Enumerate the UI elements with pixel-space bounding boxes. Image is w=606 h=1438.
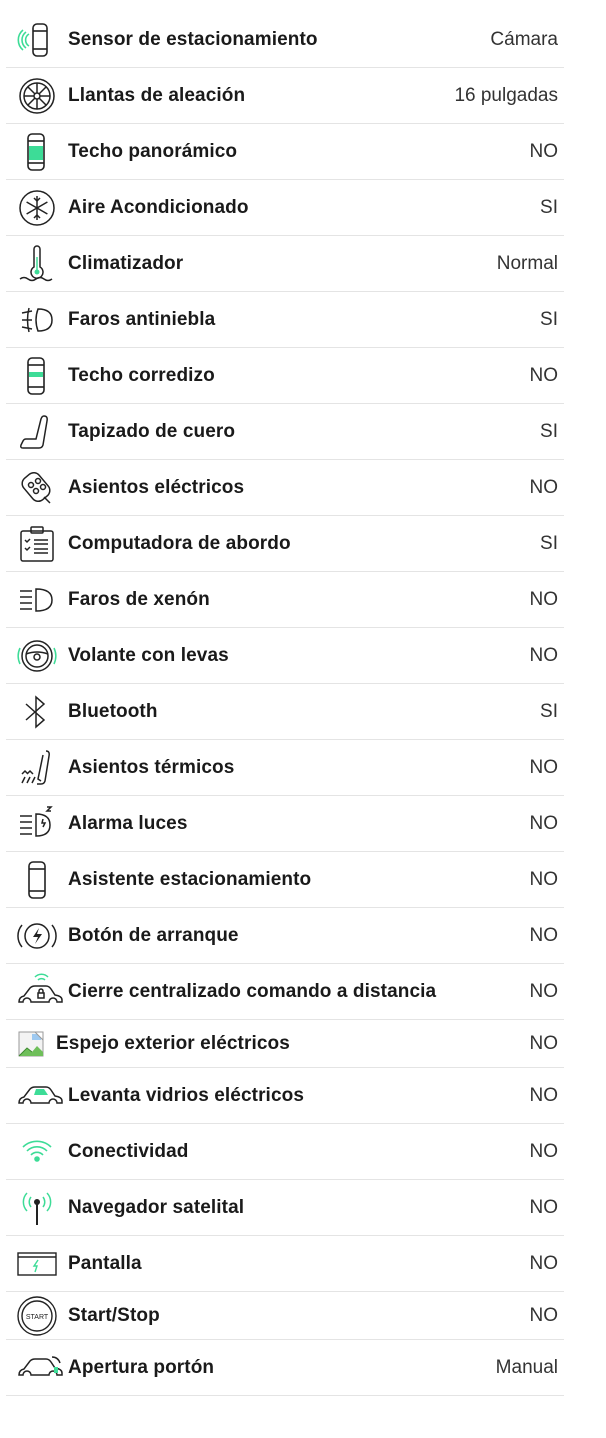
feature-label: Faros antiniebla bbox=[68, 308, 216, 330]
feature-value: SI bbox=[540, 308, 558, 330]
feature-label: Tapizado de cuero bbox=[68, 420, 236, 442]
feature-value: NO bbox=[529, 812, 558, 834]
feature-row-navegador-satelital bbox=[6, 1180, 564, 1236]
panoramic-roof-icon bbox=[6, 124, 68, 180]
feature-row-conectividad bbox=[6, 1124, 564, 1180]
feature-row-asistente-estacionamiento bbox=[6, 852, 564, 908]
feature-label: Techo panorámico bbox=[68, 140, 238, 162]
car-key-icon bbox=[6, 460, 68, 516]
feature-value: Manual bbox=[495, 1356, 558, 1378]
feature-label: Start/Stop bbox=[68, 1304, 160, 1326]
feature-label: Asientos térmicos bbox=[68, 756, 235, 778]
feature-value: SI bbox=[540, 420, 558, 442]
headlight-icon bbox=[6, 572, 68, 628]
feature-value: NO bbox=[529, 588, 558, 610]
feature-row-alarma-luces bbox=[6, 796, 564, 852]
alloy-wheel-icon bbox=[6, 68, 68, 124]
seat-icon bbox=[6, 404, 68, 460]
power-window-car-icon bbox=[6, 1068, 68, 1124]
feature-label: Volante con levas bbox=[68, 644, 229, 666]
thermometer-icon bbox=[6, 236, 68, 292]
feature-value: NO bbox=[529, 1304, 558, 1326]
feature-label: Conectividad bbox=[68, 1140, 189, 1162]
feature-label: Climatizador bbox=[68, 252, 184, 274]
feature-label: Sensor de estacionamiento bbox=[68, 28, 318, 50]
wifi-icon bbox=[6, 1124, 68, 1180]
feature-label: Espejo exterior eléctricos bbox=[56, 1032, 290, 1054]
feature-value: SI bbox=[540, 700, 558, 722]
parking-sensor-icon bbox=[6, 12, 68, 68]
snowflake-icon bbox=[6, 180, 68, 236]
feature-value: Normal bbox=[496, 252, 558, 274]
feature-label: Pantalla bbox=[68, 1252, 142, 1274]
screen-icon bbox=[6, 1236, 68, 1292]
feature-label: Alarma luces bbox=[68, 812, 188, 834]
remote-lock-car-icon bbox=[6, 964, 68, 1020]
feature-row-tapizado-cuero bbox=[6, 404, 564, 460]
feature-value: SI bbox=[540, 196, 558, 218]
feature-row-pantalla bbox=[6, 1236, 564, 1292]
feature-row-techo-corredizo bbox=[6, 348, 564, 404]
feature-row-levanta-vidrios bbox=[6, 1068, 564, 1124]
feature-row-apertura-porton bbox=[6, 1340, 564, 1396]
antenna-icon bbox=[6, 1180, 68, 1236]
feature-row-boton-arranque bbox=[6, 908, 564, 964]
feature-row-techo-panoramico bbox=[6, 124, 564, 180]
feature-value: NO bbox=[529, 1252, 558, 1274]
steering-wheel-icon bbox=[6, 628, 68, 684]
power-button-icon bbox=[6, 908, 68, 964]
feature-label: Asistente estacionamiento bbox=[68, 868, 312, 890]
feature-row-aire-acondicionado bbox=[6, 180, 564, 236]
broken-image-icon bbox=[18, 1031, 44, 1057]
feature-value: NO bbox=[529, 868, 558, 890]
feature-row-start-stop bbox=[6, 1292, 564, 1340]
features-list bbox=[6, 12, 564, 1396]
start-stop-icon-text: START bbox=[25, 1313, 49, 1321]
feature-value: 16 pulgadas bbox=[454, 84, 558, 106]
feature-value: NO bbox=[529, 476, 558, 498]
feature-row-asientos-electricos bbox=[6, 460, 564, 516]
heated-seat-icon bbox=[6, 740, 68, 796]
feature-value: NO bbox=[529, 1032, 558, 1054]
feature-label: Navegador satelital bbox=[68, 1196, 245, 1218]
feature-label: Botón de arranque bbox=[68, 924, 239, 946]
feature-value: NO bbox=[529, 364, 558, 386]
feature-label: Apertura portón bbox=[68, 1356, 215, 1378]
feature-label: Techo corredizo bbox=[68, 364, 215, 386]
light-alarm-icon bbox=[6, 796, 68, 852]
feature-value: NO bbox=[529, 980, 558, 1002]
feature-row-espejo-exterior bbox=[6, 1020, 564, 1068]
tailgate-car-icon bbox=[6, 1340, 68, 1396]
feature-value: NO bbox=[529, 756, 558, 778]
feature-label: Computadora de abordo bbox=[68, 532, 291, 554]
sunroof-icon bbox=[6, 348, 68, 404]
feature-label: Asientos eléctricos bbox=[68, 476, 245, 498]
feature-row-sensor-estacionamiento bbox=[6, 12, 564, 68]
fog-light-icon bbox=[6, 292, 68, 348]
feature-label: Llantas de aleación bbox=[68, 84, 246, 106]
feature-value: NO bbox=[529, 140, 558, 162]
feature-value: NO bbox=[529, 1140, 558, 1162]
feature-row-bluetooth bbox=[6, 684, 564, 740]
feature-row-faros-xenon bbox=[6, 572, 564, 628]
feature-label: Faros de xenón bbox=[68, 588, 210, 610]
feature-row-asientos-termicos bbox=[6, 740, 564, 796]
feature-label: Bluetooth bbox=[68, 700, 158, 722]
feature-value: NO bbox=[529, 1196, 558, 1218]
feature-row-volante-levas bbox=[6, 628, 564, 684]
feature-label: Aire Acondicionado bbox=[68, 196, 249, 218]
start-stop-icon bbox=[6, 1292, 68, 1340]
feature-label: Cierre centralizado comando a distancia bbox=[68, 980, 437, 1002]
feature-row-faros-antiniebla bbox=[6, 292, 564, 348]
parking-assist-icon bbox=[6, 852, 68, 908]
feature-value: NO bbox=[529, 644, 558, 666]
feature-value: NO bbox=[529, 924, 558, 946]
feature-row-cierre-centralizado bbox=[6, 964, 564, 1020]
feature-value: NO bbox=[529, 1084, 558, 1106]
feature-value: SI bbox=[540, 532, 558, 554]
feature-row-llantas bbox=[6, 68, 564, 124]
feature-row-computadora-abordo bbox=[6, 516, 564, 572]
feature-row-climatizador bbox=[6, 236, 564, 292]
feature-value: Cámara bbox=[490, 28, 558, 50]
feature-label: Levanta vidrios eléctricos bbox=[68, 1084, 304, 1106]
bluetooth-icon bbox=[6, 684, 68, 740]
clipboard-icon bbox=[6, 516, 68, 572]
